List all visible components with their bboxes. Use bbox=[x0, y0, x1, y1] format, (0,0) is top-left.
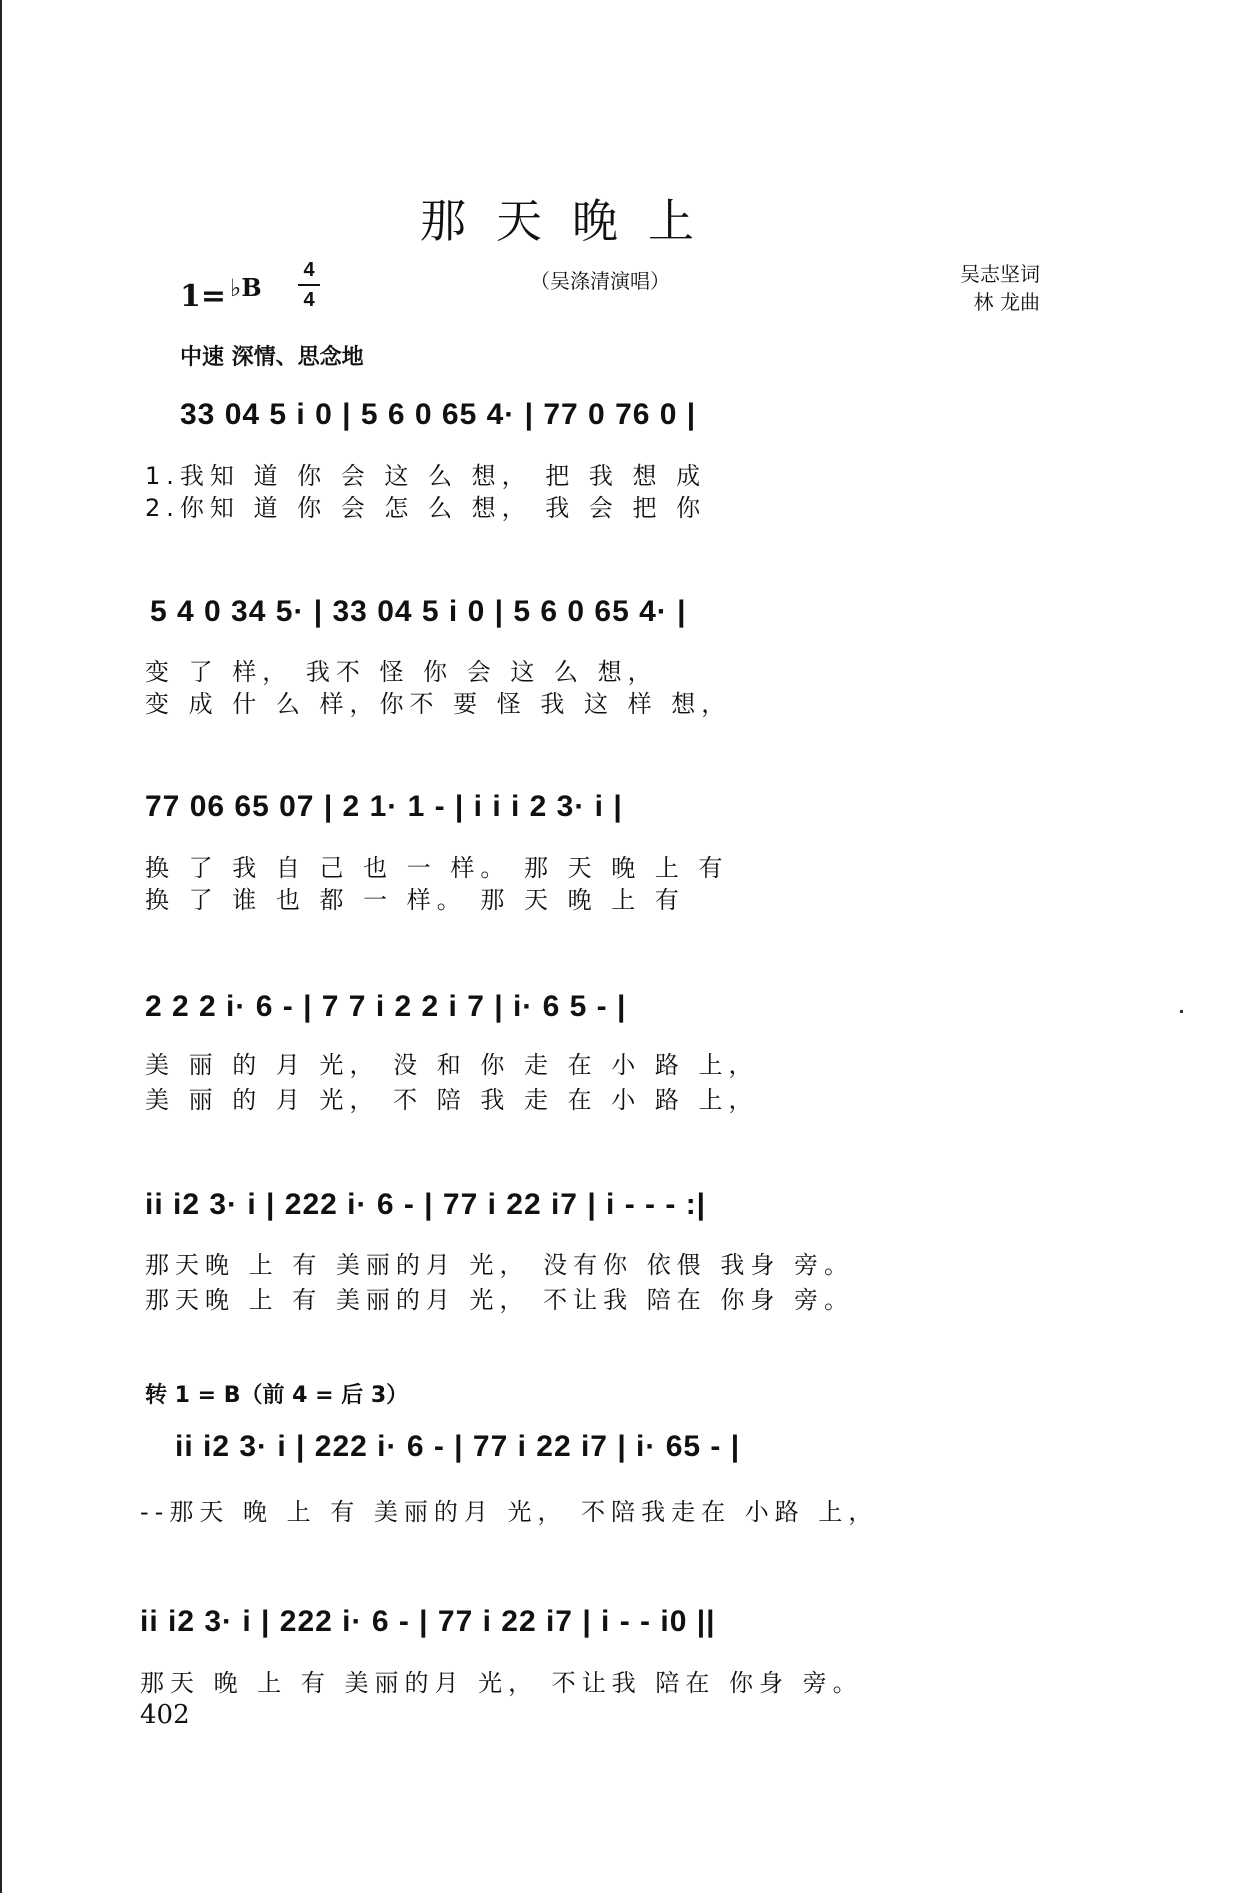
notation-line-2: 5 4 0 34 5· | 33 04 5 i 0 | 5 6 0 65 4· | bbox=[150, 595, 687, 628]
key-label: 1= bbox=[180, 279, 227, 314]
lyric-line-1b: 2.你知 道 你 会 怎 么 想， 我 会 把 你 bbox=[145, 494, 707, 522]
lyric-line-1a: 1.我知 道 你 会 这 么 想， 把 我 想 成 bbox=[145, 462, 707, 490]
key-signature bbox=[180, 273, 262, 314]
credits bbox=[960, 260, 1040, 316]
stray-mark bbox=[1180, 1010, 1183, 1013]
page-number: 402 bbox=[140, 1700, 190, 1730]
key-flat: ♭B bbox=[230, 273, 262, 302]
time-signature bbox=[298, 258, 320, 312]
meter-bottom: 4 bbox=[303, 289, 315, 311]
singer-credit: （吴涤清演唱） bbox=[530, 269, 670, 293]
lyric-line-7a: 那天 晚 上 有 美丽的月 光， 不让我 陪在 你身 旁。 bbox=[140, 1669, 863, 1697]
notation-line-4: 2 2 2 i· 6 - | 7 7 i 2 2 i 7 | i· 6 5 - | bbox=[145, 990, 627, 1023]
lyricist-credit: 吴志坚词 bbox=[960, 262, 1040, 286]
lyric-line-5b: 那天晚 上 有 美丽的月 光， 不让我 陪在 你身 旁。 bbox=[145, 1286, 855, 1314]
meter-bar bbox=[298, 284, 320, 286]
lyric-line-2b: 变 成 什 么 样，你不 要 怪 我 这 样 想， bbox=[145, 690, 732, 718]
lyric-line-4a: 美 丽 的 月 光， 没 和 你 走 在 小 路 上， bbox=[145, 1051, 759, 1079]
lyric-line-2a: 变 了 样， 我不 怪 你 会 这 么 想， bbox=[145, 658, 658, 686]
lyric-line-4b: 美 丽 的 月 光， 不 陪 我 走 在 小 路 上， bbox=[145, 1086, 759, 1114]
notation-line-5: ii i2 3· i | 222 i· 6 - | 77 i 22 i7 | i - - - :| bbox=[145, 1188, 707, 1221]
song-title: 那天晚上 bbox=[420, 194, 724, 248]
lyric-line-5a: 那天晚 上 有 美丽的月 光， 没有你 依偎 我身 旁。 bbox=[145, 1251, 855, 1279]
meter-top: 4 bbox=[303, 259, 315, 281]
lyric-line-3a: 换 了 我 自 己 也 一 样。 那 天 晚 上 有 bbox=[145, 854, 729, 882]
page-left-edge bbox=[0, 0, 2, 1893]
notation-line-1: 33 04 5 i 0 | 5 6 0 65 4· | 77 0 76 0 | bbox=[180, 398, 697, 431]
tempo-marking: 中速 深情、思念地 bbox=[180, 345, 364, 370]
modulation-marking: 转 1 = B（前 4 = 后 3） bbox=[145, 1383, 409, 1408]
notation-line-6: ii i2 3· i | 222 i· 6 - | 77 i 22 i7 | i· 65 - | bbox=[175, 1430, 741, 1463]
notation-line-3: 77 06 65 07 | 2 1· 1 - | i i i 2 3· i | bbox=[145, 790, 623, 823]
notation-line-7: ii i2 3· i | 222 i· 6 - | 77 i 22 i7 | i - - i0 || bbox=[140, 1605, 716, 1638]
lyric-line-6a: --那天 晚 上 有 美丽的月 光， 不陪我走在 小路 上， bbox=[140, 1498, 879, 1526]
lyric-line-3b: 换 了 谁 也 都 一 样。 那 天 晚 上 有 bbox=[145, 886, 685, 914]
composer-credit: 林 龙曲 bbox=[973, 290, 1040, 314]
